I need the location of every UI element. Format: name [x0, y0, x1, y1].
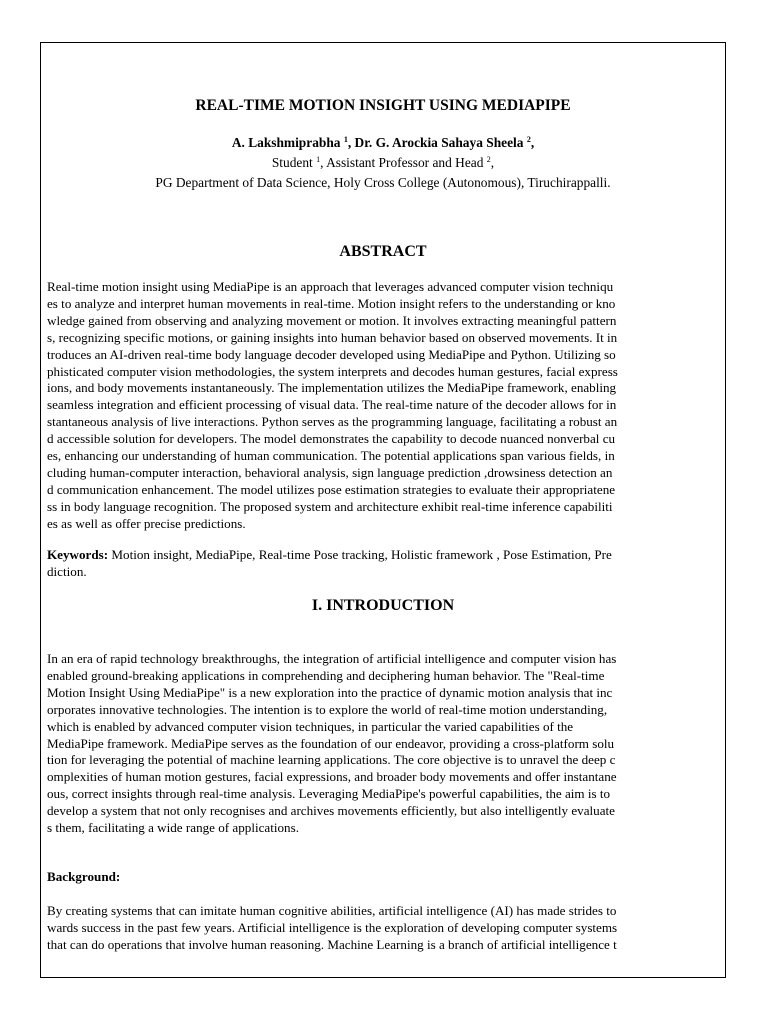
- author-separator: ,: [347, 135, 355, 150]
- abstract-line: d accessible solution for developers. The model demonstrates the capability to decode nuanced nonverbal cu: [47, 431, 616, 447]
- role-trailing-comma: ,: [490, 155, 495, 170]
- author-2-name: Dr. G. Arockia Sahaya Sheela: [354, 135, 524, 150]
- author-1-superscript: 1: [343, 135, 348, 144]
- intro-line: which is enabled by advanced computer vision techniques, in particular the varied capabilities of the: [47, 718, 574, 734]
- intro-line: Motion Insight Using MediaPipe" is a new exploration into the practice of dynamic motion analysis that inc: [47, 684, 613, 700]
- abstract-line: troduces an AI-driven real-time body language decoder developed using MediaPipe and Python. Utilizing so: [47, 346, 616, 362]
- role-1-superscript: 1: [316, 155, 321, 164]
- role-2-superscript: 2: [486, 155, 491, 164]
- abstract-heading: ABSTRACT: [339, 243, 427, 260]
- keywords-paragraph: [47, 547, 721, 581]
- abstract-line: wledge gained from observing and analyzing movement or motion. It involves extracting meaningful pattern: [47, 312, 617, 328]
- author-1-name: A. Lakshmiprabha: [231, 135, 341, 150]
- abstract-line: ions, and body movements instantaneously. The implementation utilizes the MediaPipe framework, enabling: [47, 380, 617, 396]
- role-1: Student: [271, 155, 313, 170]
- intro-line: MediaPipe framework. MediaPipe serves as the foundation of our endeavor, providing a cross-platform solu: [47, 735, 615, 751]
- author-trailing-comma: ,: [530, 135, 535, 150]
- author-line: [41, 135, 725, 151]
- abstract-line: es as well as offer precise predictions.: [47, 515, 246, 531]
- affiliation: PG Department of Data Science, Holy Cross College (Autonomous), Tiruchirappalli.: [155, 175, 611, 190]
- paper-title: REAL-TIME MOTION INSIGHT USING MEDIAPIPE: [195, 97, 571, 114]
- background-body: [47, 903, 721, 954]
- intro-line: omplexities of human motion gestures, facial expressions, and broader body movements and offer instantane: [47, 769, 617, 785]
- keywords-label: Keywords:: [47, 547, 109, 562]
- intro-line: s them, facilitating a wide range of applications.: [47, 820, 299, 836]
- abstract-body: [47, 279, 721, 533]
- page-border-frame: [40, 42, 726, 978]
- keywords-line-continued: diction.: [47, 563, 87, 579]
- intro-line: develop a system that not only recognises and archives movements efficiently, but also intelligently evaluate: [47, 803, 615, 819]
- intro-line: ous, correct insights through real-time analysis. Leveraging MediaPipe's powerful capabilities, the aim is to: [47, 786, 611, 802]
- intro-line: tion for leveraging the potential of machine learning applications. The core objective is to unravel the deep c: [47, 752, 616, 768]
- abstract-line: d communication enhancement. The model utilizes pose estimation strategies to evaluate their appropriatene: [47, 481, 616, 497]
- keywords-line: [47, 547, 721, 564]
- abstract-line: Real-time motion insight using MediaPipe is an approach that leverages advanced computer vision techniqu: [47, 279, 614, 294]
- abstract-line: ss in body language recognition. The proposed system and architecture exhibit real-time inference capabiliti: [47, 498, 613, 514]
- author-roles: [41, 155, 725, 171]
- background-line: wards success in the past few years. Artificial intelligence is the exploration of developing computer systems: [47, 919, 618, 935]
- intro-line: orporates innovative technologies. The intention is to explore the world of real-time motion understanding,: [47, 701, 608, 717]
- introduction-heading: I. INTRODUCTION: [311, 597, 455, 614]
- background-line: By creating systems that can imitate human cognitive abilities, artificial intelligence (AI) has made strides to: [47, 903, 617, 918]
- intro-line: In an era of rapid technology breakthroughs, the integration of artificial intelligence and computer vision has: [47, 651, 617, 666]
- abstract-line: es, enhancing our understanding of human communication. The potential applications span various fields, in: [47, 448, 615, 464]
- keywords-text: Motion insight, MediaPipe, Real-time Pose tracking, Holistic framework , Pose Estimation, Pre: [108, 547, 612, 562]
- abstract-line: stantaneous analysis of live interactions. Python serves as the programming language, facilitating a robust an: [47, 414, 618, 430]
- background-line: that can do operations that involve human reasoning. Machine Learning is a branch of artificial intelligence t: [47, 936, 617, 952]
- introduction-body: [47, 651, 721, 837]
- abstract-line: seamless integration and efficient processing of visual data. The real-time nature of the decoder allows for in: [47, 397, 617, 413]
- abstract-line: cluding human-computer interaction, behavioral analysis, sign language prediction ,drowsiness detection an: [47, 464, 613, 480]
- role-2: Assistant Professor and Head: [326, 155, 484, 170]
- author-2-superscript: 2: [526, 135, 531, 144]
- abstract-line: s, recognizing specific motions, or gaining insights into human behavior based on observed movements. It in: [47, 329, 618, 345]
- intro-line: enabled ground-breaking applications in comprehending and deciphering human behavior. The "Real-time: [47, 667, 605, 683]
- abstract-line: phisticated computer vision methodologies, the system interprets and decodes human gestures, facial express: [47, 363, 618, 379]
- abstract-line: es to analyze and interpret human movements in real-time. Motion insight refers to the understanding or kno: [47, 295, 616, 311]
- role-separator: ,: [320, 155, 327, 170]
- background-heading: Background:: [47, 869, 121, 884]
